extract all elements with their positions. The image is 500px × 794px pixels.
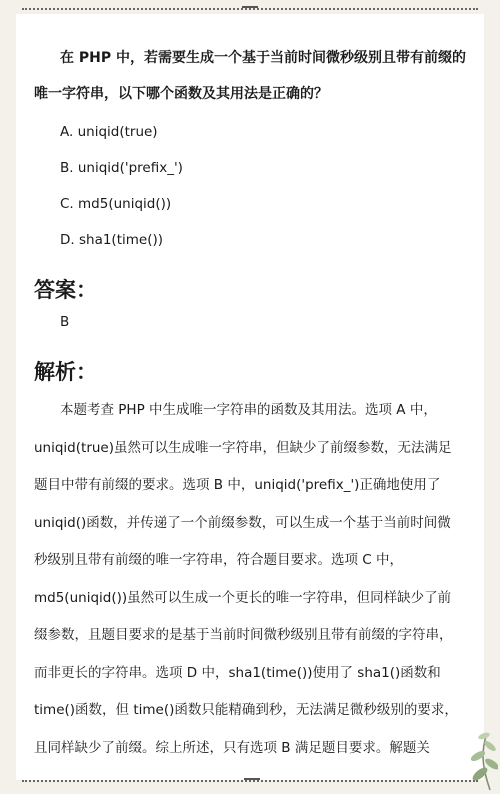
top-border-dash: [242, 6, 258, 8]
bottom-dotted-border: [22, 780, 478, 784]
answer-heading: 答案：: [34, 278, 97, 302]
option-a: A. uniqid(true): [60, 124, 158, 140]
option-d: D. sha1(time()): [60, 232, 163, 248]
analysis-heading: 解析：: [34, 360, 97, 384]
option-b: B. uniqid('prefix_'): [60, 160, 183, 176]
top-dotted-border: [22, 8, 478, 12]
question-text: 在 PHP 中，若需要生成一个基于当前时间微秒级别且带有前缀的唯一字符串，以下哪个函数及其用法是正确的？: [34, 50, 466, 102]
leaf-decoration-icon: [440, 712, 498, 792]
analysis-text: 本题考查 PHP 中生成唯一字符串的函数及其用法。选项 A 中，uniqid(true)虽然可以生成唯一字符串，但缺少了前缀参数，无法满足题目中带有前缀的要求。选项 B 中，uniqid('prefix_')正确地使用了 uniqid()函数，并传递了一个前缀参数，可以生成一个基于当前时间微秒级别且带有前缀的唯一字符串，符合题目要求。选项 C 中，md5(uniqid())虽然可以生成一个更长的唯一字符串，但同样缺少了前缀参数，且题目要求的是基于当前时间微秒级别且带有前缀的字符串，而非更长的字符串。选项 D 中，sha1(time())使用了 sha1()函数和 time()函数，但 time()函数只能精确到秒，无法满足微秒级别的要求，且同样缺少了前缀。综上所述，只有选项 B 满足题目要求。解题关: [34, 402, 458, 756]
bottom-border-dash: [244, 778, 260, 780]
answer-value: B: [60, 314, 70, 330]
option-c: C. md5(uniqid()): [60, 196, 172, 212]
